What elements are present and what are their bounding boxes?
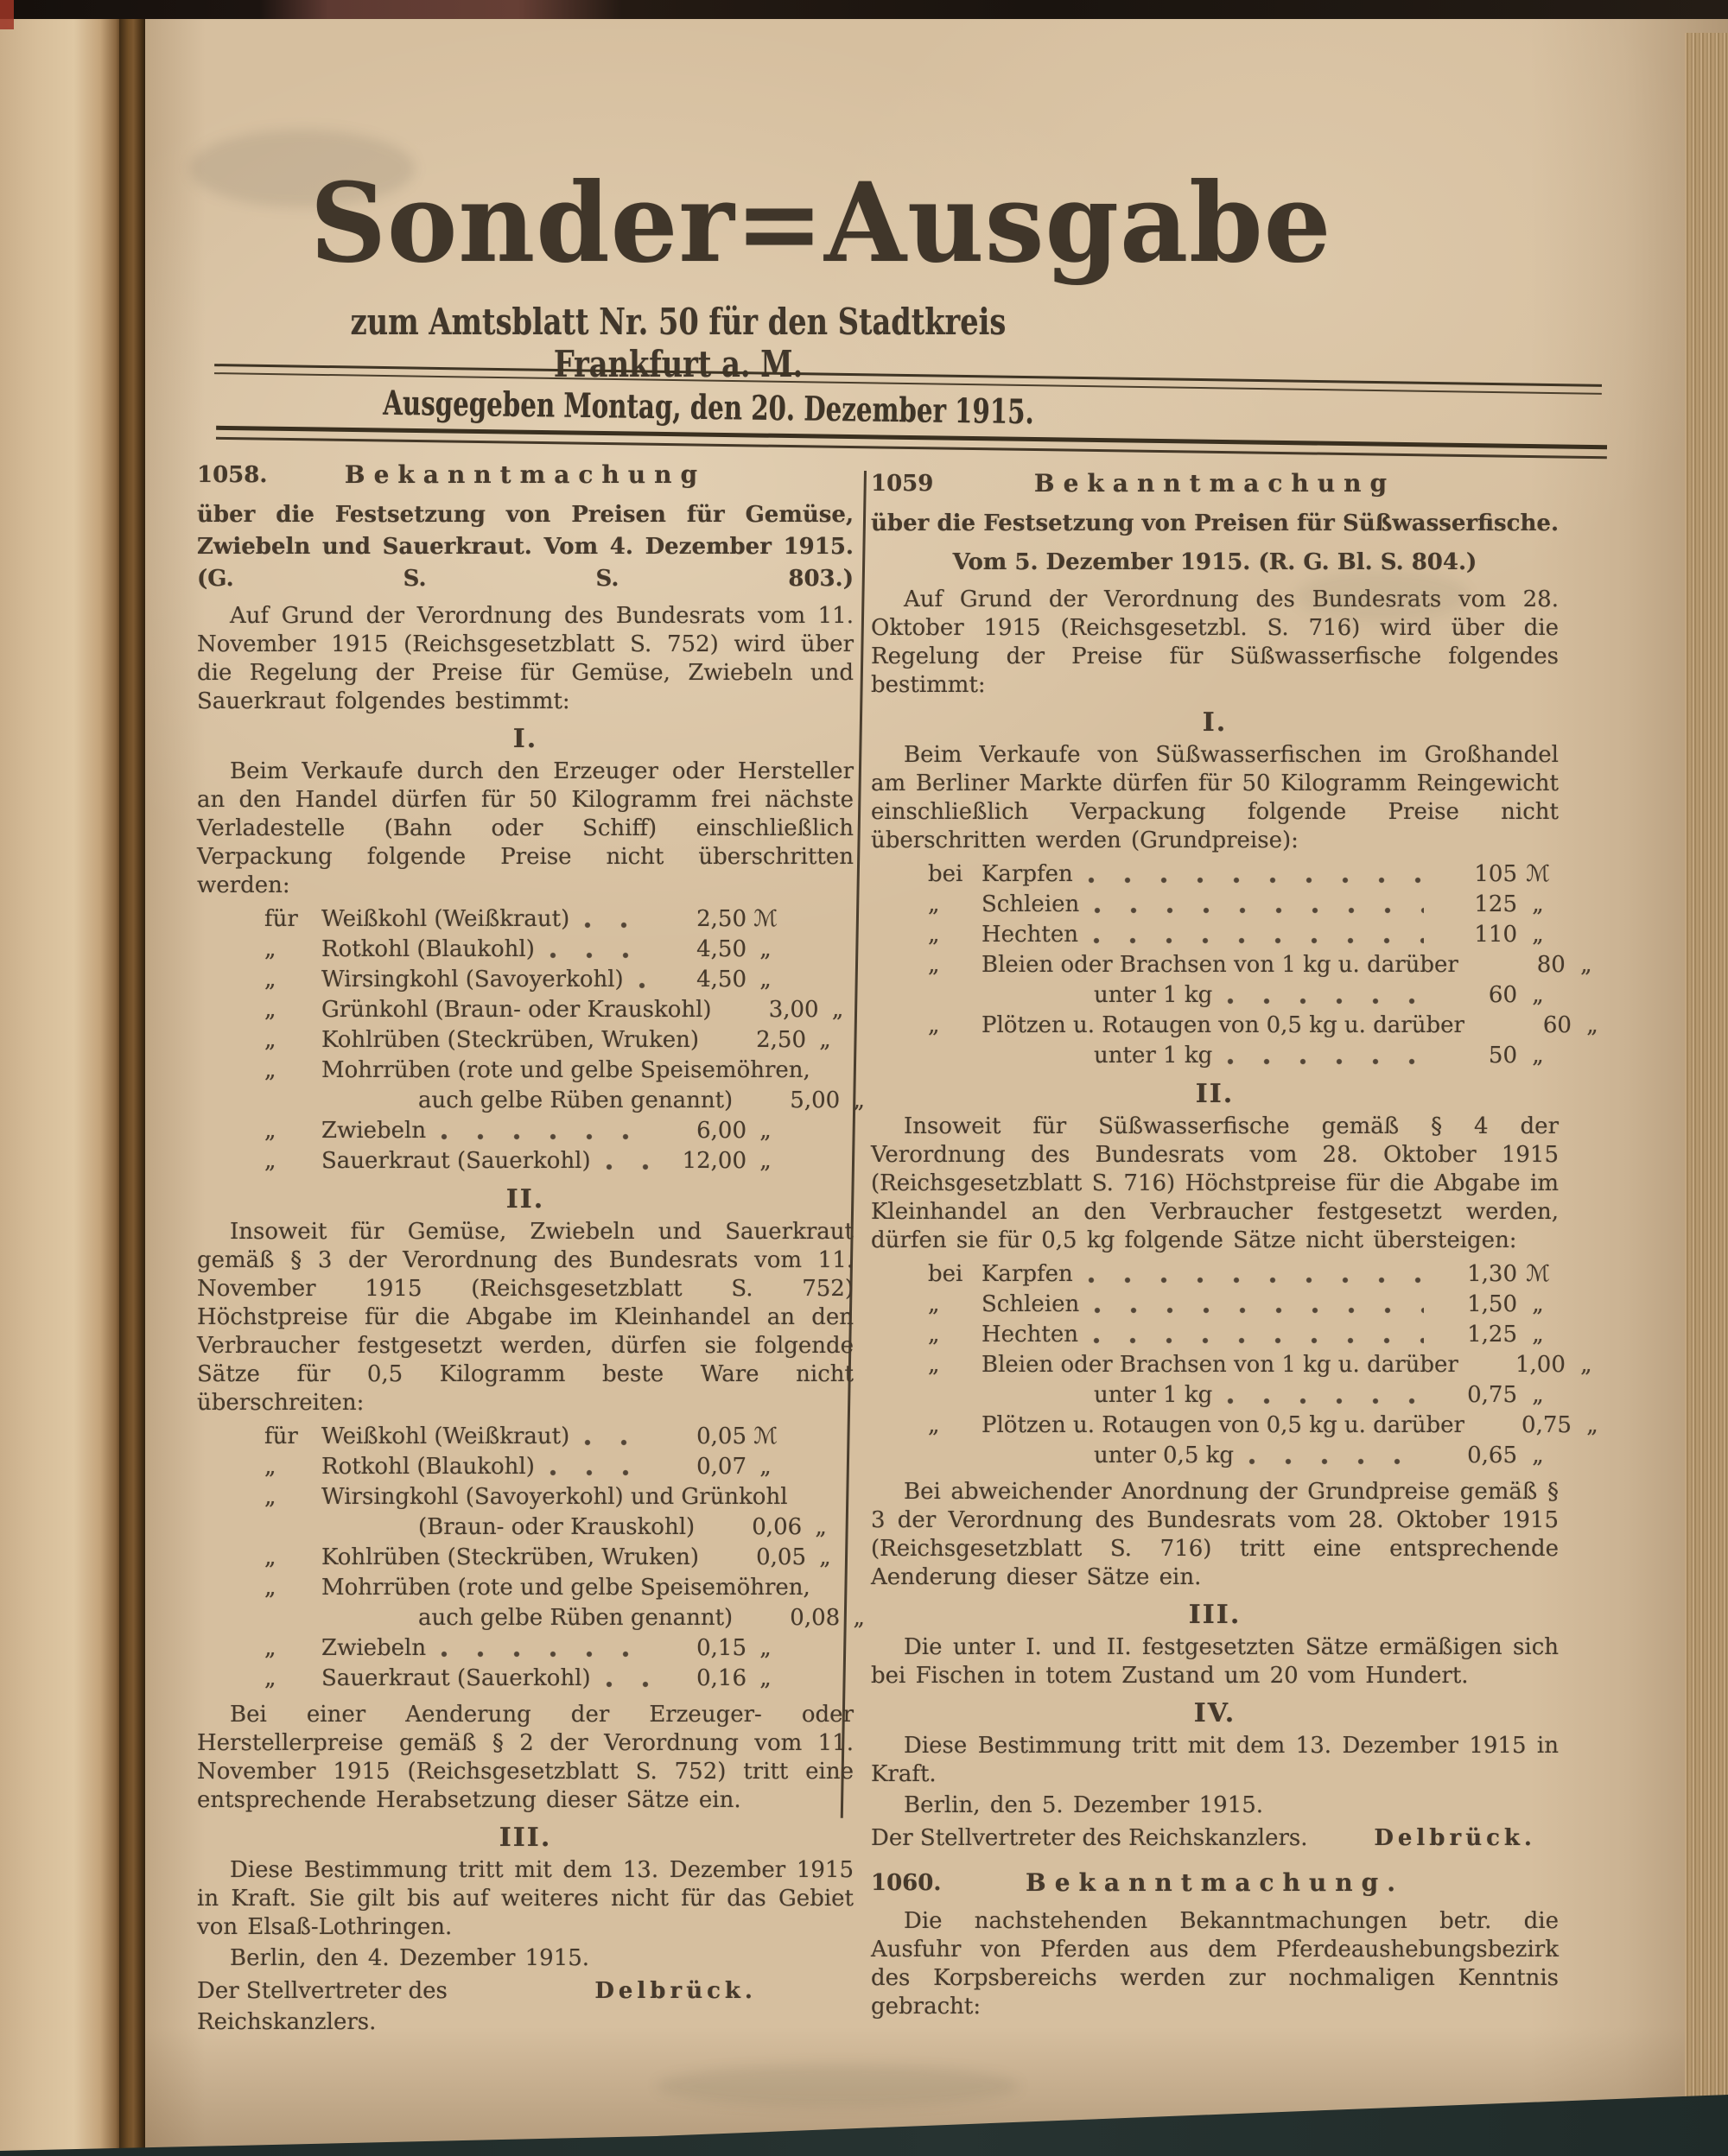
price-row [871,1041,1559,1071]
price-label: Mohrrüben (rote und gelbe Speisemöhren, [321,1575,810,1601]
price-unit: „ [1532,922,1544,948]
price-amount: 110 [1474,922,1517,948]
price-label: Sauerkraut (Sauerkohl) [321,1665,591,1691]
dot-leader [1093,1305,1424,1316]
notice-intro: Auf Grund der Verordnung des Bundesrats vom 11. November 1915 (Reichsgesetzblatt S. 752) wird über die Regelung der Preise für Gemüse, Zwiebeln und Sauerkraut folgendes bestimmt: [197,603,854,714]
price-amount: 5,00 [790,1088,841,1113]
price-amount: 12,00 [682,1148,746,1174]
price-label: Grünkohl (Braun- oder Krauskohl) [321,997,712,1023]
price-amount: 60 [1542,1012,1572,1038]
column-left [197,458,865,2038]
price-label: Bleien oder Brachsen von 1 kg u. darüber [982,1352,1458,1378]
price-prefix: „ [928,1291,940,1317]
section-text: Insoweit für Süßwasserfische gemäß § 4 der Verordnung des Bundesrats vom 28. Oktober 1915 (Reichsgesetzblatt S. 716) Höchstpreise für die Abgabe im Kleinhandel an den Verbraucher festgesetzt werden, dürfen sie für 0,5 kg folgende Sätze nicht übersteigen: [871,1113,1559,1253]
notice-subject: über die Festsetzung von Preisen für Süßwasserfische. [871,510,1559,536]
section-text: Diese Bestimmung tritt mit dem 13. Dezember 1915 in Kraft. Sie gilt bis auf weiteres nicht für das Gebiet von Elsaß-Lothringen. [197,1857,854,1940]
price-label: Kohlrüben (Steckrüben, Wruken) [321,1544,699,1570]
price-label: Karpfen [982,1261,1073,1287]
price-label: Rotkohl (Blaukohl) [321,936,535,962]
price-unit: „ [759,967,772,992]
price-unit: „ [1586,1412,1598,1438]
price-prefix: „ [264,1544,276,1570]
dot-leader [1093,905,1424,916]
dot-leader [583,1437,653,1448]
price-unit: „ [1580,1352,1592,1378]
price-amount: 2,50 [756,1027,806,1053]
price-label: Weißkohl (Weißkraut) [321,906,570,932]
price-amount: 2,50 [696,906,746,932]
price-unit: „ [1586,1012,1598,1038]
price-unit: „ [815,1514,827,1540]
price-row [197,1633,854,1664]
notice-number: 1059 [871,471,934,497]
price-prefix: „ [264,1635,276,1661]
price-unit: ℳ [753,906,778,932]
price-unit: „ [759,1148,772,1174]
price-unit: ℳ [1526,1261,1550,1287]
masthead-subtitle: zum Amtsblatt Nr. 50 für den Stadtkreis Frankfurt a. M. [350,301,1007,385]
section-numeral: II. [505,1184,545,1214]
section-numeral: I. [512,724,538,754]
price-unit: „ [1532,1043,1544,1068]
price-prefix: „ [264,1148,276,1174]
price-label: Zwiebeln [321,1118,427,1144]
price-row [871,920,1559,950]
signer-name: Delbrück. [594,1978,757,2004]
price-unit: „ [1532,982,1544,1008]
price-prefix: bei [928,861,963,887]
section-text: Insoweit für Gemüse, Zwiebeln und Sauerkraut gemäß § 3 der Verordnung des Bundesrats vom 11. November 1915 (Reichsgesetzblatt S. 752) Höchstpreise für die Abgabe im Kleinhandel an den Verbraucher festgesetzt werden, dürfen sie folgende Sätze für 0,5 Kilogramm beste Ware nicht überschreiten: [197,1219,854,1416]
price-amount: 0,75 [1522,1412,1572,1438]
dot-leader [583,920,653,930]
price-unit: ℳ [753,1424,778,1449]
price-amount: 0,15 [696,1635,746,1661]
price-row [197,1086,865,1116]
price-unit: „ [759,1665,772,1691]
dot-leader [605,1679,653,1690]
dot-leader [605,1162,653,1172]
notice-intro: Auf Grund der Verordnung des Bundesrats vom 28. Oktober 1915 (Reichsgesetzbl. S. 716) wird über die Regelung der Preise für Süßwasserfische folgendes bestimmt: [871,587,1559,698]
price-list-wholesale-fish [871,859,1598,1071]
notice-number: 1060. [871,1870,942,1896]
price-row [871,859,1559,890]
dot-leader [1087,1275,1424,1285]
price-row [197,965,854,995]
price-label: auch gelbe Rüben genannt) [418,1088,734,1113]
signature-line [871,1823,1559,1854]
price-row [197,1603,865,1633]
price-amount: 0,05 [696,1424,746,1449]
price-amount: 0,07 [696,1454,746,1480]
price-row [871,980,1559,1011]
dot-leader [1092,1335,1424,1346]
price-unit: „ [1580,952,1592,978]
dot-leader [1226,1056,1424,1067]
price-amount: 0,16 [696,1665,746,1691]
price-amount: 4,50 [696,936,746,962]
dot-leader [549,1468,653,1478]
price-list-retail-fish [871,1259,1598,1471]
price-amount: 0,75 [1467,1382,1517,1408]
price-label: Zwiebeln [321,1635,427,1661]
price-label: Kohlrüben (Steckrüben, Wruken) [321,1027,699,1053]
price-unit: „ [1532,1443,1544,1468]
price-row [871,1441,1559,1471]
price-amount: 3,00 [768,997,819,1023]
price-unit: „ [759,1454,772,1480]
price-unit: „ [819,1544,831,1570]
price-amount: 125 [1474,891,1517,917]
price-prefix: „ [264,1665,276,1691]
notice-intro: Die nachstehenden Bekanntmachungen betr. die Ausfuhr von Pferden aus dem Pferdeaushebungsbezirk des Korpsbereichs werden zur nochmaligen Kenntnis gebracht: [871,1908,1559,2020]
price-unit: „ [853,1605,865,1631]
price-row [197,1573,854,1603]
price-label: Schleien [982,891,1080,917]
price-label: Weißkohl (Weißkraut) [321,1424,570,1449]
price-amount: 4,50 [696,967,746,992]
price-unit: „ [759,936,772,962]
notice-1058-head [197,458,854,492]
price-prefix: „ [264,1454,276,1480]
place-date-line: Berlin, den 5. Dezember 1915. [904,1792,1264,1818]
price-amount: 105 [1474,861,1517,887]
price-list-wholesale-vegetables [197,904,865,1176]
dot-leader [1087,875,1424,885]
dot-leader [549,950,653,961]
price-prefix: „ [264,1057,276,1083]
price-prefix: „ [264,1027,276,1053]
dot-leader [1226,996,1424,1006]
price-amount: 1,30 [1467,1261,1517,1287]
signature-title: Der Stellvertreter des Reichskanzlers. [871,1825,1308,1851]
price-label: Sauerkraut (Sauerkohl) [321,1148,591,1174]
dot-leader [440,1649,653,1659]
price-label: Plötzen u. Rotaugen von 0,5 kg u. darüber [982,1412,1464,1438]
notice-subject: über die Festsetzung von Preisen für Gemüse, Zwiebeln und Sauerkraut. Vom 4. Dezember 1915. (G. S. S. 803.) [197,502,854,592]
double-rule-thick [216,426,1607,459]
price-unit: „ [1532,891,1544,917]
price-unit: „ [831,997,844,1023]
section-closing: Bei einer Aenderung der Erzeuger- oder Herstellerpreise gemäß § 2 der Verordnung vom 11. November 1915 (Reichsgesetzblatt S. 752) tritt eine entsprechende Herabsetzung dieser Sätze ein. [197,1702,854,1813]
price-label: Wirsingkohl (Savoyerkohl) [321,967,624,992]
notice-subject-date: Vom 5. Dezember 1915. (R. G. Bl. S. 804.) [952,549,1477,575]
price-prefix: „ [264,936,276,962]
signature-title: Der Stellvertreter des Reichskanzlers. [197,1978,448,2035]
price-row [871,1259,1559,1290]
section-text: Die unter I. und II. festgesetzten Sätze ermäßigen sich bei Fischen in totem Zustand um 20 vom Hundert. [871,1634,1559,1689]
price-prefix: „ [928,922,940,948]
price-amount: 1,50 [1467,1291,1517,1317]
price-row [871,1011,1598,1041]
price-unit: „ [1532,1291,1544,1317]
price-prefix: für [264,906,298,932]
price-amount: 60 [1488,982,1517,1008]
price-prefix: „ [928,1322,940,1348]
price-row [197,1146,854,1176]
notice-heading: Bekanntmachung [344,460,707,489]
price-prefix: bei [928,1261,963,1287]
price-row [871,1290,1559,1320]
place-date-line: Berlin, den 4. Dezember 1915. [230,1945,590,1971]
price-prefix: „ [264,1575,276,1601]
price-row [197,1056,854,1086]
price-amount: 1,25 [1467,1322,1517,1348]
price-prefix: für [264,1424,298,1449]
price-label: Plötzen u. Rotaugen von 0,5 kg u. darüber [982,1012,1464,1038]
price-row [197,1512,854,1543]
section-text: Beim Verkaufe durch den Erzeuger oder Hersteller an den Handel dürfen für 50 Kilogramm frei nächste Verladestelle (Bahn oder Schiff) einschließlich Verpackung folgende Preise nicht überschritten werden: [197,758,854,898]
notice-heading: Bekanntmachung. [1026,1868,1404,1897]
price-amount: 0,05 [756,1544,806,1570]
price-label: Bleien oder Brachsen von 1 kg u. darüber [982,952,1458,978]
masthead-title: Sonder=Ausgabe [309,159,1332,287]
price-label: unter 1 kg [1094,1043,1213,1068]
price-row [197,1452,854,1482]
price-label: Karpfen [982,861,1073,887]
price-row [197,1482,854,1512]
notice-number: 1058. [197,462,268,488]
price-unit: ℳ [1526,861,1550,887]
price-row [197,1422,854,1452]
section-text: Diese Bestimmung tritt mit dem 13. Dezember 1915 in Kraft. [871,1733,1559,1787]
signer-name: Delbrück. [1374,1825,1536,1851]
section-closing: Bei abweichender Anordnung der Grundpreise gemäß § 3 der Verordnung des Bundesrats vom 28. Oktober 1915 (Reichsgesetzblatt S. 716) tritt eine entsprechende Aenderung dieser Sätze ein. [871,1479,1559,1590]
price-unit: „ [819,1027,831,1053]
notice-1059-head [871,466,1559,501]
dot-leader [1248,1456,1424,1467]
price-amount: 50 [1488,1043,1517,1068]
price-amount: 0,08 [790,1605,841,1631]
price-label: auch gelbe Rüben genannt) [418,1605,734,1631]
dot-leader [1226,1396,1424,1406]
price-prefix: „ [928,1012,940,1038]
price-label: unter 0,5 kg [1094,1443,1235,1468]
price-row [197,1025,854,1056]
price-amount: 0,06 [752,1514,803,1540]
price-row [197,1664,854,1694]
dot-leader [638,980,653,991]
price-label: Mohrrüben (rote und gelbe Speisemöhren, [321,1057,810,1083]
notice-heading: Bekanntmachung [1033,469,1396,498]
signature-line [197,1975,854,2038]
price-row [197,935,854,965]
price-prefix: „ [928,952,940,978]
section-numeral: III. [499,1823,552,1853]
price-unit: „ [853,1088,865,1113]
price-label: unter 1 kg [1094,1382,1213,1408]
price-row [871,1350,1592,1380]
price-label: Rotkohl (Blaukohl) [321,1454,535,1480]
notice-1060-head [871,1866,1559,1900]
price-amount: 0,65 [1467,1443,1517,1468]
price-label: unter 1 kg [1094,982,1213,1008]
price-prefix: „ [264,997,276,1023]
dot-leader [440,1132,653,1142]
price-row [197,995,854,1025]
dot-leader [1092,935,1424,946]
price-amount: 6,00 [696,1118,746,1144]
price-unit: „ [1532,1322,1544,1348]
section-text: Beim Verkaufe von Süßwasserfischen im Großhandel am Berliner Markte dürfen für 50 Kilogramm Reingewicht einschließlich Verpackung folgende Preise nicht überschritten werden (Grundpreise): [871,742,1559,853]
price-prefix: „ [264,967,276,992]
price-amount: 1,00 [1515,1352,1566,1378]
section-numeral: III. [1188,1600,1242,1630]
section-numeral: I. [1202,707,1228,738]
section-numeral: IV. [1193,1698,1236,1728]
price-prefix: „ [928,1352,940,1378]
price-row [871,1320,1559,1350]
price-row [197,904,854,935]
price-label: Hechten [982,1322,1078,1348]
price-prefix: „ [264,1484,276,1510]
section-numeral: II. [1195,1079,1235,1109]
price-unit: „ [759,1635,772,1661]
price-list-retail-vegetables [197,1422,865,1694]
price-unit: „ [759,1118,772,1144]
price-prefix: „ [264,1118,276,1144]
price-row [871,950,1592,980]
price-amount: 80 [1536,952,1566,978]
price-label: Hechten [982,922,1078,948]
price-label: (Braun- oder Krauskohl) [418,1514,696,1540]
price-prefix: „ [928,1412,940,1438]
price-label: Schleien [982,1291,1080,1317]
price-prefix: „ [928,891,940,917]
price-unit: „ [1532,1382,1544,1408]
price-row [197,1543,854,1573]
price-row [197,1116,854,1146]
price-label: Wirsingkohl (Savoyerkohl) und Grünkohl [321,1484,788,1510]
price-row [871,890,1559,920]
masthead-dateline: Ausgegeben Montag, den 20. Dezember 1915. [382,383,1035,433]
price-row [871,1411,1598,1441]
column-right [871,466,1598,2024]
price-row [871,1380,1559,1411]
